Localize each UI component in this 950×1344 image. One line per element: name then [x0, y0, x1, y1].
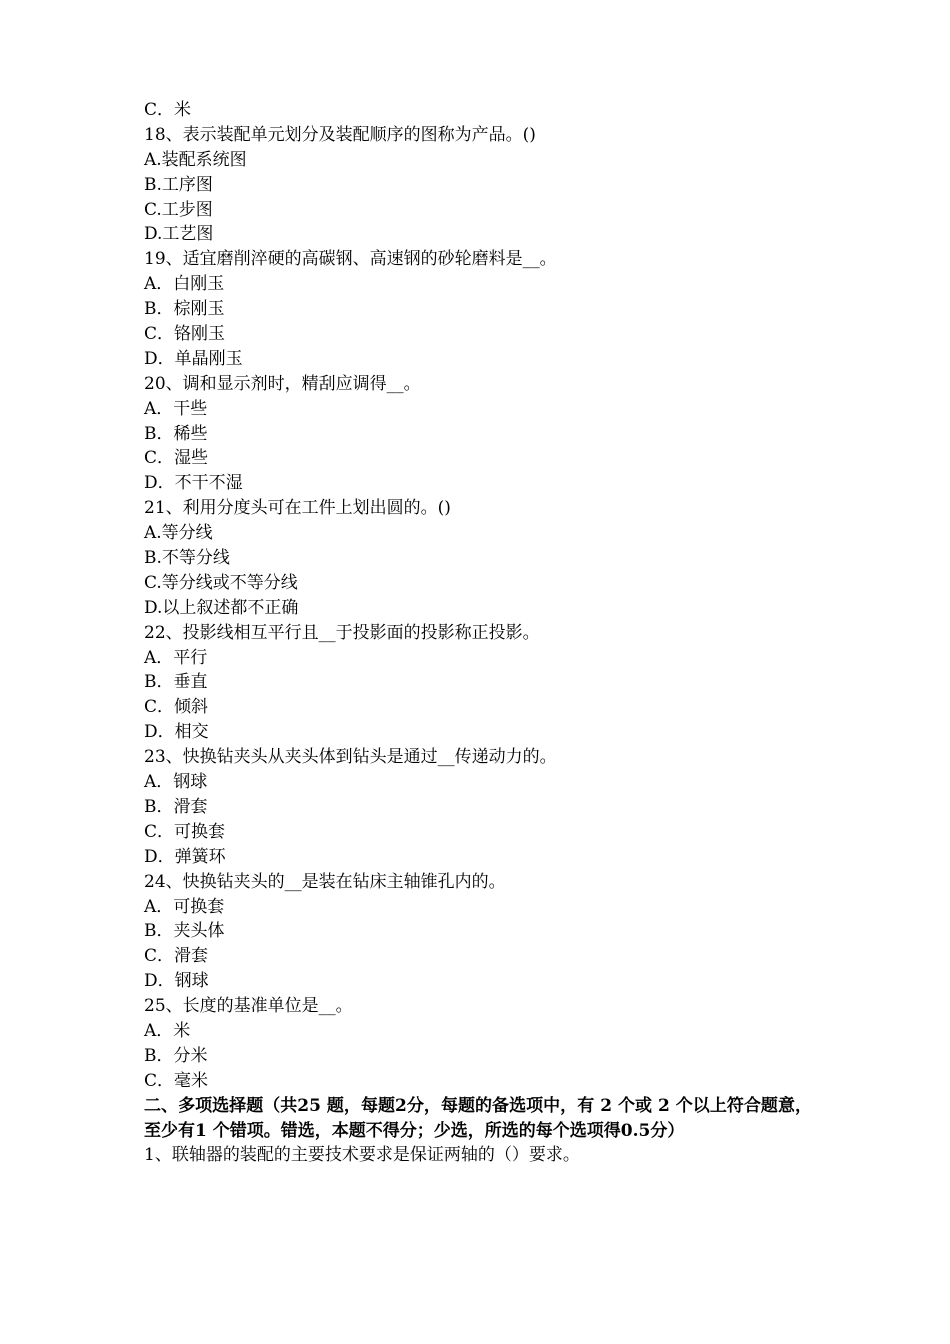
option-line: A．钢球: [144, 772, 208, 793]
option-line: A．白刚玉: [144, 274, 225, 295]
option-line: B.不等分线: [144, 548, 230, 569]
option-line: C．毫米: [144, 1070, 209, 1091]
option-line: D.工艺图: [144, 224, 214, 245]
option-line: B．棕刚玉: [144, 299, 225, 320]
question-line: 20、调和显示剂时，精刮应调得__。: [144, 373, 421, 394]
document-page: [144, 98, 814, 1168]
option-line: B.工序图: [144, 174, 213, 195]
question-line: 19、适宜磨削淬硬的高碳钢、高速钢的砂轮磨料是__。: [144, 249, 557, 270]
section-heading-multiple-choice: 二、多项选择题（共25 题，每题2分，每题的备选项中，有 2 个或 2 个以上符合题意，至少有1 个错项。错选，本题不得分；少选，所选的每个选项得0.5分）: [144, 1095, 812, 1141]
option-line: C．铬刚玉: [144, 324, 226, 345]
question-line: 23、快换钻夹头从夹头体到钻头是通过__传递动力的。: [144, 747, 557, 768]
option-line: B．垂直: [144, 672, 208, 693]
question-line: 18、表示装配单元划分及装配顺序的图称为产品。(): [144, 124, 536, 145]
option-line: C.工步图: [144, 199, 213, 220]
option-line: C．倾斜: [144, 697, 209, 718]
option-line: A．干些: [144, 398, 208, 419]
option-line: D．不干不湿: [144, 473, 243, 494]
option-line: A.等分线: [144, 523, 213, 544]
option-line: D．弹簧环: [144, 846, 226, 867]
option-line: B．稀些: [144, 423, 208, 444]
option-line: C．滑套: [144, 946, 209, 967]
option-line: D．钢球: [144, 971, 209, 992]
option-line: B．夹头体: [144, 921, 225, 942]
question-line: 24、快换钻夹头的__是装在钻床主轴锥孔内的。: [144, 871, 506, 892]
question-lines: [144, 98, 814, 1094]
option-line: C.等分线或不等分线: [144, 572, 298, 593]
question-line: 1、联轴器的装配的主要技术要求是保证两轴的（）要求。: [144, 1145, 580, 1166]
option-line: D．相交: [144, 722, 209, 743]
question-line: 21、利用分度头可在工件上划出圆的。(): [144, 498, 451, 519]
option-line: A．米: [144, 1020, 191, 1041]
option-line: D．单晶刚玉: [144, 348, 243, 369]
option-line: C．湿些: [144, 448, 209, 469]
option-line: A．平行: [144, 647, 208, 668]
option-line: A．可换套: [144, 896, 225, 917]
question-line: 25、长度的基准单位是__。: [144, 996, 353, 1017]
option-line: B．滑套: [144, 796, 208, 817]
question-line: 22、投影线相互平行且__于投影面的投影称正投影。: [144, 622, 540, 643]
option-line: C．米: [144, 100, 192, 120]
option-line: A.装配系统图: [144, 149, 247, 170]
option-line: C．可换套: [144, 821, 226, 842]
option-line: D.以上叙述都不正确: [144, 597, 299, 618]
option-line: B．分米: [144, 1045, 208, 1066]
